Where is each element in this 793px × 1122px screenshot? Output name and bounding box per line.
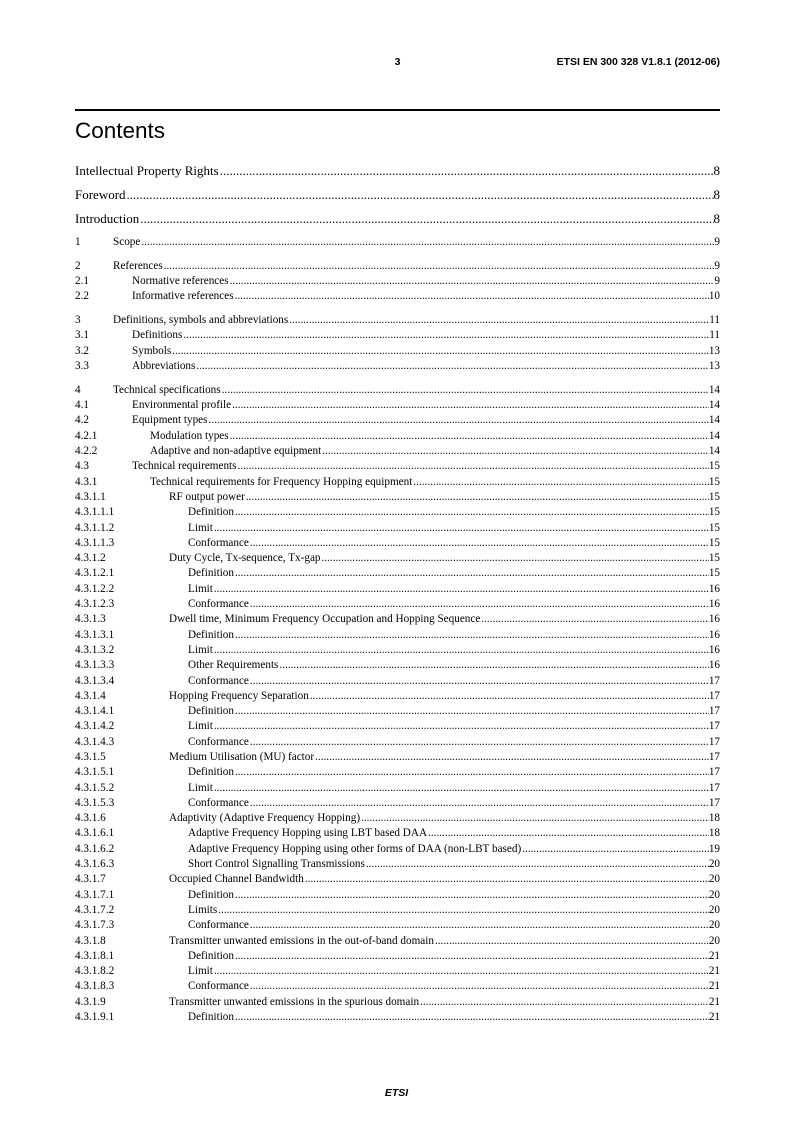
- toc-leader-dots: [235, 765, 709, 780]
- toc-entry-page: 14: [708, 445, 720, 458]
- toc-entry-title: Definition: [188, 628, 234, 641]
- toc-entry-page: 9: [714, 259, 720, 272]
- toc-entry-title: Technical requirements for Frequency Hopping equipment: [150, 475, 413, 488]
- toc-entry[interactable]: [75, 289, 720, 304]
- toc-leader-dots: [250, 735, 709, 750]
- toc-leader-dots: [413, 475, 708, 490]
- toc-entry-page: 15: [708, 552, 720, 565]
- toc-leader-dots: [230, 429, 709, 444]
- toc-entry-number: 4.3.1.8.3: [75, 980, 115, 993]
- toc-entry-number: 4.3.1.8.1: [75, 949, 115, 962]
- toc-leader-dots: [230, 274, 715, 289]
- toc-entry-page: 14: [708, 383, 720, 396]
- toc-entry-page: 13: [708, 360, 720, 373]
- toc-leader-dots: [250, 918, 709, 933]
- toc-entry-title: Adaptive Frequency Hopping using LBT based DAA: [188, 827, 428, 840]
- toc-entry-title: Symbols: [132, 344, 172, 357]
- toc-entry-page: 17: [708, 796, 720, 809]
- toc-entry-title: Conformance: [188, 980, 249, 993]
- toc-leader-dots: [232, 398, 709, 413]
- toc-entry-number: 4.3.1.1.3: [75, 536, 115, 549]
- toc-entry[interactable]: [75, 658, 720, 673]
- toc-entry-title: References: [113, 259, 163, 272]
- toc-entry-title: Adaptive Frequency Hopping using other forms of DAA (non-LBT based): [188, 842, 522, 855]
- toc-leader-dots: [322, 551, 709, 566]
- toc-leader-dots: [435, 934, 709, 949]
- toc-leader-dots: [428, 826, 709, 841]
- toc-entry-title: Definition: [188, 567, 234, 580]
- toc-entry-page: 16: [708, 582, 720, 595]
- toc-leader-dots: [127, 187, 714, 203]
- toc-entry-page: 20: [708, 919, 720, 932]
- toc-entry[interactable]: [75, 995, 720, 1010]
- toc-entry-title: Limit: [188, 582, 213, 595]
- toc-entry[interactable]: [75, 328, 720, 343]
- toc-entry-number: 4.3.1.4.2: [75, 720, 115, 733]
- toc-entry-title: Definition: [188, 506, 234, 519]
- toc-entry-number: 4.3.1: [75, 475, 98, 488]
- toc-entry[interactable]: [75, 704, 720, 719]
- toc-entry[interactable]: [75, 796, 720, 811]
- toc-leader-dots: [238, 459, 709, 474]
- toc-leader-dots: [196, 359, 708, 374]
- toc-entry[interactable]: [75, 903, 720, 918]
- toc-entry[interactable]: [75, 521, 720, 536]
- toc-entry-title: Technical specifications: [113, 383, 221, 396]
- toc-entry[interactable]: [75, 765, 720, 780]
- toc-entry-number: 4.1: [75, 399, 89, 412]
- page-title: Contents: [75, 118, 166, 143]
- toc-entry-page: 8: [713, 211, 720, 226]
- toc-entry-title: Limit: [188, 965, 213, 978]
- toc-entry-title: Definition: [188, 949, 234, 962]
- toc-entry-title: Adaptive and non-adaptive equipment: [150, 445, 322, 458]
- toc-entry-page: 17: [708, 735, 720, 748]
- toc-entry-page: 21: [708, 1011, 720, 1024]
- toc-leader-dots: [214, 964, 709, 979]
- toc-leader-dots: [250, 536, 709, 551]
- toc-entry-title: Conformance: [188, 598, 249, 611]
- toc-leader-dots: [322, 444, 709, 459]
- toc-entry-page: 13: [708, 344, 720, 357]
- toc-entry-number: 4.3.1.6.2: [75, 842, 115, 855]
- toc-leader-dots: [235, 1010, 709, 1025]
- toc-entry-number: 1: [75, 236, 81, 248]
- toc-entry-number: 4.3.1.3: [75, 613, 106, 626]
- toc-entry-title: Other Requirements: [188, 659, 279, 672]
- toc-leader-dots: [214, 521, 709, 536]
- toc-entry[interactable]: [75, 566, 720, 581]
- toc-entry-page: 17: [708, 705, 720, 718]
- toc-leader-dots: [305, 872, 709, 887]
- toc-entry-number: 4.3.1.6.3: [75, 858, 115, 871]
- toc-entry-page: 21: [708, 995, 720, 1008]
- toc-entry-title: Duty Cycle, Tx-sequence, Tx-gap: [169, 552, 321, 565]
- header-rule: [75, 109, 720, 111]
- toc-entry-page: 16: [708, 628, 720, 641]
- toc-entry[interactable]: [75, 490, 720, 505]
- toc-entry[interactable]: [75, 359, 720, 374]
- toc-entry-title: Technical requirements: [132, 460, 237, 473]
- toc-entry[interactable]: [75, 888, 720, 903]
- toc-entry[interactable]: [75, 187, 720, 203]
- toc-entry[interactable]: [75, 475, 720, 490]
- toc-entry-page: 17: [708, 781, 720, 794]
- toc-leader-dots: [183, 328, 709, 343]
- toc-leader-dots: [250, 597, 709, 612]
- toc-entry[interactable]: [75, 536, 720, 551]
- toc-entry-number: 4.3.1.9.1: [75, 1011, 115, 1024]
- toc-entry-title: Limit: [188, 521, 213, 534]
- toc-entry-title: Conformance: [188, 674, 249, 687]
- toc-entry[interactable]: [75, 597, 720, 612]
- toc-entry-title: Short Control Signalling Transmissions: [188, 858, 365, 871]
- toc-entry-title: Limits: [188, 903, 218, 916]
- toc-entry[interactable]: [75, 429, 720, 444]
- toc-entry-page: 15: [708, 475, 720, 488]
- toc-entry[interactable]: [75, 413, 720, 428]
- toc-entry-number: 4.3.1.5: [75, 751, 106, 763]
- toc-entry-title: Definitions, symbols and abbreviations: [113, 314, 289, 327]
- toc-entry-number: 4.3.1.7.1: [75, 888, 115, 901]
- toc-entry-number: 4: [75, 383, 81, 396]
- toc-leader-dots: [214, 719, 709, 734]
- toc-entry[interactable]: [75, 444, 720, 459]
- toc-leader-dots: [366, 857, 709, 872]
- toc-entry-page: 15: [708, 567, 720, 580]
- toc-entry-title: Hopping Frequency Separation: [169, 689, 309, 702]
- toc-entry[interactable]: [75, 383, 720, 398]
- toc-entry-page: 17: [708, 674, 720, 687]
- toc-entry-page: 17: [708, 766, 720, 779]
- toc-entry-title: Equipment types: [132, 414, 208, 427]
- toc-leader-dots: [250, 979, 709, 994]
- toc-leader-dots: [310, 689, 709, 704]
- toc-leader-dots: [172, 344, 709, 359]
- toc-entry-title: Conformance: [188, 796, 249, 809]
- toc-entry-title: Limit: [188, 720, 213, 733]
- toc-entry-title: Modulation types: [150, 429, 229, 442]
- toc-entry[interactable]: [75, 344, 720, 359]
- toc-entry-title: Introduction: [75, 211, 140, 226]
- toc-entry-title: Foreword: [75, 187, 126, 202]
- toc-entry-number: 3.1: [75, 329, 89, 342]
- toc-leader-dots: [214, 643, 709, 658]
- toc-entry[interactable]: [75, 551, 720, 566]
- toc-leader-dots: [246, 490, 709, 505]
- toc-entry-number: 4.3.1.9: [75, 995, 106, 1008]
- toc-entry-title: Definition: [188, 1011, 234, 1024]
- toc-leader-dots: [209, 413, 709, 428]
- toc-entry-number: 4.3.1.8: [75, 934, 106, 947]
- document-id: ETSI EN 300 328 V1.8.1 (2012-06): [556, 56, 720, 68]
- toc-entry-number: 4.3.1.2.1: [75, 567, 115, 580]
- toc-entry-title: Conformance: [188, 919, 249, 932]
- toc-entry-title: Definition: [188, 888, 234, 901]
- toc-entry-title: RF output power: [169, 490, 245, 503]
- toc-entry-page: 21: [708, 965, 720, 978]
- toc-entry-title: Definition: [188, 766, 234, 779]
- toc-entry-page: 9: [714, 275, 720, 288]
- toc-entry-number: 3.2: [75, 344, 89, 357]
- toc-entry-number: 4.3.1.2.3: [75, 598, 115, 611]
- toc-entry[interactable]: [75, 811, 720, 826]
- toc-entry-title: Informative references: [132, 290, 234, 303]
- page-header: [75, 56, 720, 72]
- toc-entry[interactable]: [75, 628, 720, 643]
- toc-entry-title: Adaptivity (Adaptive Frequency Hopping): [169, 812, 361, 825]
- toc-entry[interactable]: [75, 719, 720, 734]
- toc-entry[interactable]: [75, 979, 720, 994]
- toc-entry-title: Dwell time, Minimum Frequency Occupation and Hopping Sequence: [169, 613, 481, 626]
- toc-entry-page: 18: [708, 812, 720, 825]
- toc-entry-number: 4.3.1.6: [75, 812, 106, 825]
- toc-entry[interactable]: [75, 582, 720, 597]
- page-number: 3: [394, 56, 401, 68]
- toc-entry-page: 16: [708, 643, 720, 656]
- toc-entry-page: 16: [708, 598, 720, 611]
- toc-entry-title: Conformance: [188, 536, 249, 549]
- toc-entry[interactable]: [75, 1010, 720, 1025]
- toc-entry-page: 20: [708, 888, 720, 901]
- toc-entry-page: 16: [708, 613, 720, 626]
- toc-entry-number: 4.2.1: [75, 429, 98, 442]
- toc-entry-page: 8: [713, 187, 720, 202]
- toc-entry-number: 3.3: [75, 360, 89, 373]
- toc-entry-title: Limit: [188, 643, 213, 656]
- toc-entry-title: Environmental profile: [132, 399, 232, 412]
- toc-leader-dots: [140, 211, 713, 227]
- toc-entry-page: 14: [708, 399, 720, 412]
- toc-entry-number: 4.3.1.5.1: [75, 766, 115, 779]
- toc-entry-number: 4.3.1.3.4: [75, 674, 115, 687]
- toc-entry[interactable]: [75, 259, 720, 274]
- toc-entry-title: Limit: [188, 781, 213, 794]
- toc-entry-title: Scope: [113, 236, 141, 248]
- toc-leader-dots: [235, 704, 709, 719]
- toc-entry[interactable]: [75, 674, 720, 689]
- toc-entry[interactable]: [75, 918, 720, 933]
- toc-entry-number: 4.3.1.5.2: [75, 781, 115, 794]
- toc-entry[interactable]: [75, 313, 720, 328]
- toc-entry-number: 4.3.1.4.3: [75, 735, 115, 748]
- toc-entry[interactable]: [75, 643, 720, 658]
- toc-leader-dots: [214, 582, 709, 597]
- toc-entry-page: 14: [708, 429, 720, 442]
- toc-entry-number: 4.3.1.3.2: [75, 643, 115, 656]
- toc-entry[interactable]: [75, 612, 720, 627]
- toc-entry-number: 4.3.1.1.1: [75, 506, 115, 519]
- toc-entry-page: 11: [709, 329, 720, 342]
- toc-leader-dots: [250, 796, 709, 811]
- toc-leader-dots: [141, 235, 714, 250]
- toc-entry-number: 2: [75, 259, 81, 272]
- table-of-contents: [75, 163, 720, 1025]
- toc-entry-page: 21: [708, 980, 720, 993]
- toc-entry-page: 17: [708, 720, 720, 733]
- toc-entry[interactable]: [75, 826, 720, 841]
- toc-entry-page: 20: [708, 873, 720, 886]
- toc-entry-page: 21: [708, 949, 720, 962]
- toc-entry[interactable]: [75, 274, 720, 289]
- toc-entry-number: 2.2: [75, 290, 89, 303]
- toc-leader-dots: [315, 750, 709, 765]
- toc-entry[interactable]: [75, 781, 720, 796]
- toc-entry[interactable]: [75, 235, 720, 250]
- toc-leader-dots: [235, 505, 709, 520]
- toc-leader-dots: [218, 903, 709, 918]
- toc-entry[interactable]: [75, 459, 720, 474]
- toc-entry-page: 20: [708, 903, 720, 916]
- toc-entry[interactable]: [75, 505, 720, 520]
- toc-entry[interactable]: [75, 750, 720, 765]
- toc-leader-dots: [250, 674, 709, 689]
- toc-leader-dots: [220, 163, 714, 179]
- toc-entry-page: 15: [708, 460, 720, 473]
- toc-leader-dots: [481, 612, 708, 627]
- toc-entry-number: 4.3: [75, 460, 89, 473]
- toc-entry-title: Transmitter unwanted emissions in the out-of-band domain: [169, 934, 434, 947]
- toc-entry-number: 4.3.1.6.1: [75, 827, 115, 840]
- toc-entry-page: 20: [708, 934, 720, 947]
- toc-entry-number: 4.3.1.2: [75, 552, 106, 565]
- toc-entry-page: 14: [708, 414, 720, 427]
- toc-entry-title: Occupied Channel Bandwidth: [169, 873, 304, 886]
- toc-leader-dots: [235, 628, 709, 643]
- toc-entry-number: 4.3.1.4: [75, 689, 106, 702]
- toc-entry-number: 4.3.1.3.3: [75, 659, 115, 672]
- toc-leader-dots: [214, 781, 709, 796]
- toc-leader-dots: [235, 566, 709, 581]
- toc-leader-dots: [361, 811, 709, 826]
- toc-entry-title: Transmitter unwanted emissions in the spurious domain: [169, 995, 420, 1008]
- toc-entry-title: Normative references: [132, 275, 229, 288]
- toc-entry-page: 10: [708, 290, 720, 303]
- toc-leader-dots: [420, 995, 709, 1010]
- toc-entry[interactable]: [75, 398, 720, 413]
- toc-entry[interactable]: [75, 857, 720, 872]
- toc-entry-number: 4.3.1.7.2: [75, 903, 115, 916]
- toc-entry-title: Medium Utilisation (MU) factor: [169, 751, 315, 763]
- toc-entry-page: 20: [708, 858, 720, 871]
- toc-entry-number: 4.2: [75, 414, 89, 427]
- toc-entry-page: 15: [708, 521, 720, 534]
- footer-etsi: ETSI: [384, 1087, 409, 1099]
- toc-entry-number: 4.3.1.5.3: [75, 796, 115, 809]
- toc-entry-page: 15: [708, 490, 720, 503]
- toc-entry[interactable]: [75, 211, 720, 227]
- toc-entry[interactable]: [75, 934, 720, 949]
- toc-entry[interactable]: [75, 689, 720, 704]
- toc-entry-page: 11: [709, 314, 720, 327]
- toc-entry[interactable]: [75, 163, 720, 179]
- toc-entry-title: Abbreviations: [132, 360, 196, 373]
- toc-entry-page: 17: [708, 751, 720, 763]
- toc-leader-dots: [235, 289, 709, 304]
- toc-entry-number: 4.2.2: [75, 445, 98, 458]
- toc-entry-number: 4.3.1.2.2: [75, 582, 115, 595]
- toc-leader-dots: [289, 313, 709, 328]
- toc-leader-dots: [235, 949, 709, 964]
- toc-entry-number: 4.3.1.8.2: [75, 965, 115, 978]
- toc-entry[interactable]: [75, 964, 720, 979]
- toc-leader-dots: [522, 842, 709, 857]
- toc-entry[interactable]: [75, 735, 720, 750]
- toc-entry-page: 19: [708, 842, 720, 855]
- toc-entry-page: 15: [708, 536, 720, 549]
- toc-entry-number: 4.3.1.4.1: [75, 705, 115, 718]
- toc-entry-number: 3: [75, 314, 81, 327]
- toc-leader-dots: [222, 383, 709, 398]
- toc-entry-title: Intellectual Property Rights: [75, 163, 219, 178]
- toc-entry-number: 4.3.1.1: [75, 490, 106, 503]
- toc-entry-title: Conformance: [188, 735, 249, 748]
- toc-entry-page: 18: [708, 827, 720, 840]
- toc-entry[interactable]: [75, 872, 720, 887]
- toc-entry-number: 4.3.1.3.1: [75, 628, 115, 641]
- toc-leader-dots: [164, 259, 715, 274]
- toc-entry-number: 4.3.1.7.3: [75, 919, 115, 932]
- toc-entry-page: 15: [708, 506, 720, 519]
- toc-entry[interactable]: [75, 842, 720, 857]
- toc-entry-number: 4.3.1.7: [75, 873, 106, 886]
- toc-leader-dots: [279, 658, 708, 673]
- toc-leader-dots: [235, 888, 709, 903]
- toc-entry-page: 9: [714, 236, 720, 248]
- toc-entry-title: Definition: [188, 705, 234, 718]
- toc-entry-page: 8: [713, 163, 720, 178]
- toc-entry-number: 2.1: [75, 275, 89, 288]
- toc-entry-number: 4.3.1.1.2: [75, 521, 115, 534]
- toc-entry[interactable]: [75, 949, 720, 964]
- toc-entry-page: 16: [708, 659, 720, 672]
- toc-entry-page: 17: [708, 689, 720, 702]
- toc-entry-title: Definitions: [132, 329, 183, 342]
